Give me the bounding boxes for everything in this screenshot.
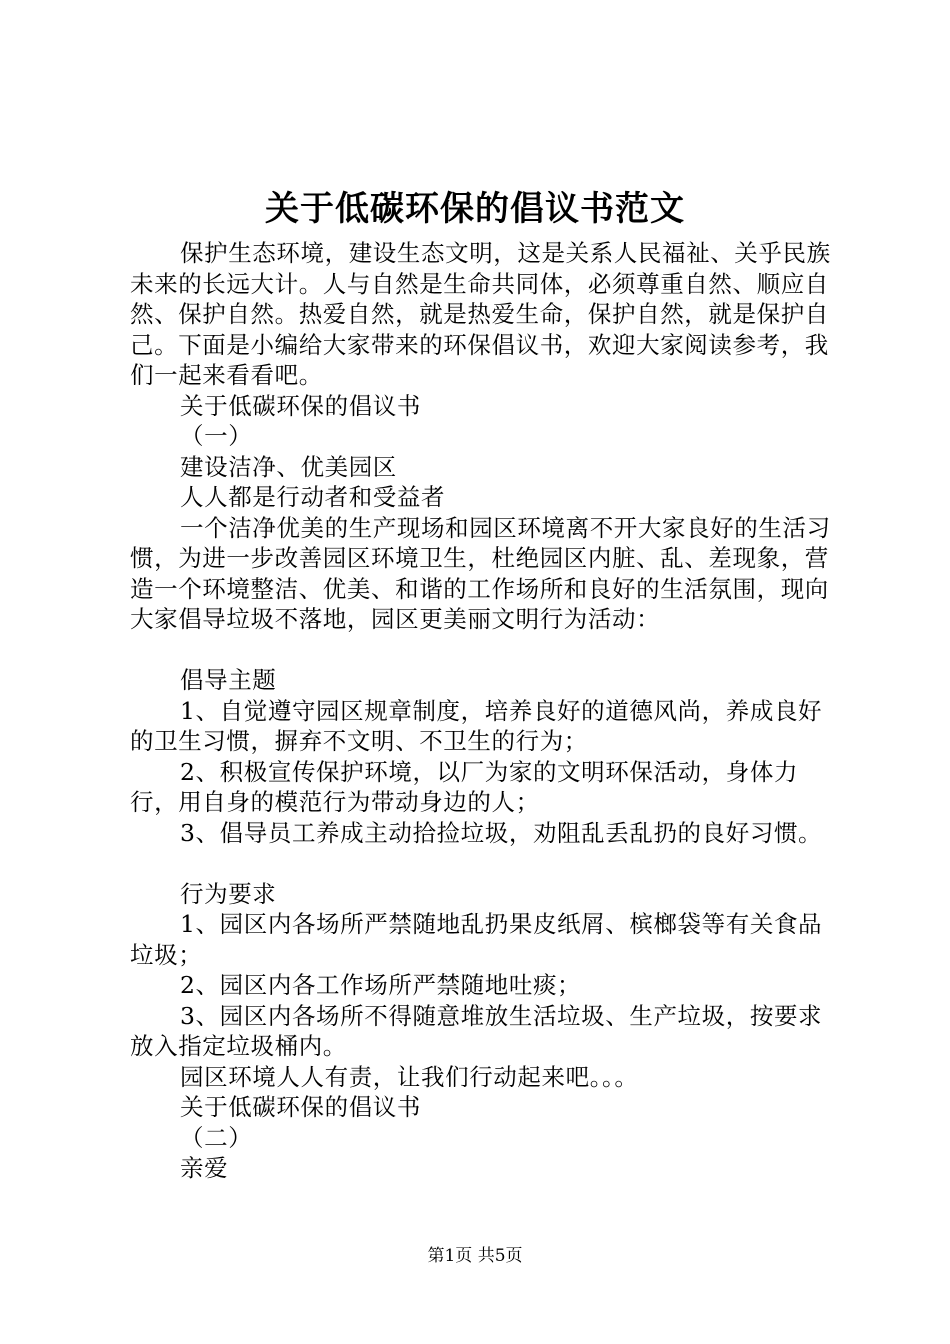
list-item: 2、积极宣传保护环境，以厂为家的文明环保活动，身体力行，用自身的模范行为带动身边的人； [130,757,799,816]
list-item: 1、园区内各场所严禁随地乱扔果皮纸屑、槟榔袋等有关食品垃圾； [130,910,823,969]
document-title: 关于低碳环保的倡议书范文 [265,189,685,229]
list-item: 1、自觉遵守园区规章制度，培养良好的道德风尚，养成良好的卫生习惯，摒弃不文明、不卫生的行为； [130,696,823,755]
list-item: 3、园区内各场所不得随意堆放生活垃圾、生产垃圾，按要求放入指定垃圾桶内。 [130,1001,823,1060]
requirements-heading: 行为要求 [180,879,277,908]
section-heading: 关于低碳环保的倡议书 [180,391,421,420]
section-number: （一） [180,422,253,450]
closing-line: 园区环境人人有责，让我们行动起来吧。。。 [180,1062,639,1091]
subheading: 建设洁净、优美园区 [180,452,397,481]
list-item: 2、园区内各工作场所严禁随地吐痰； [180,971,582,999]
subheading: 人人都是行动者和受益者 [180,483,446,511]
body-paragraph: 一个洁净优美的生产现场和园区环境离不开大家良好的生活习惯，为进一步改善园区环境卫生，杜绝园区内脏、乱、差现象，营造一个环境整洁、优美、和谐的工作场所和良好的生活氛围，现向大家倡导垃圾不落地，园区更美丽文明行为活动： [130,513,831,633]
theme-heading: 倡导主题 [180,666,277,694]
page-footer: 第1页 共5页 [427,1246,523,1266]
intro-paragraph: 保护生态环境，建设生态文明，这是关系人民福祉、关乎民族未来的长远大计。人与自然是生命共同体，必须尊重自然、顺应自然、保护自然。热爱自然，就是热爱生命，保护自然，就是保护自己。下面是小编给大家带来的环保倡议书，欢迎大家阅读参考，我们一起来看看吧。 [130,239,831,389]
document-body [130,238,846,1184]
section-heading: 关于低碳环保的倡议书 [180,1093,421,1121]
list-item: 3、倡导员工养成主动拾捡垃圾，劝阻乱丢乱扔的良好习惯。 [180,818,823,847]
salutation: 亲爱 [180,1154,229,1182]
section-number: （二） [180,1123,253,1152]
